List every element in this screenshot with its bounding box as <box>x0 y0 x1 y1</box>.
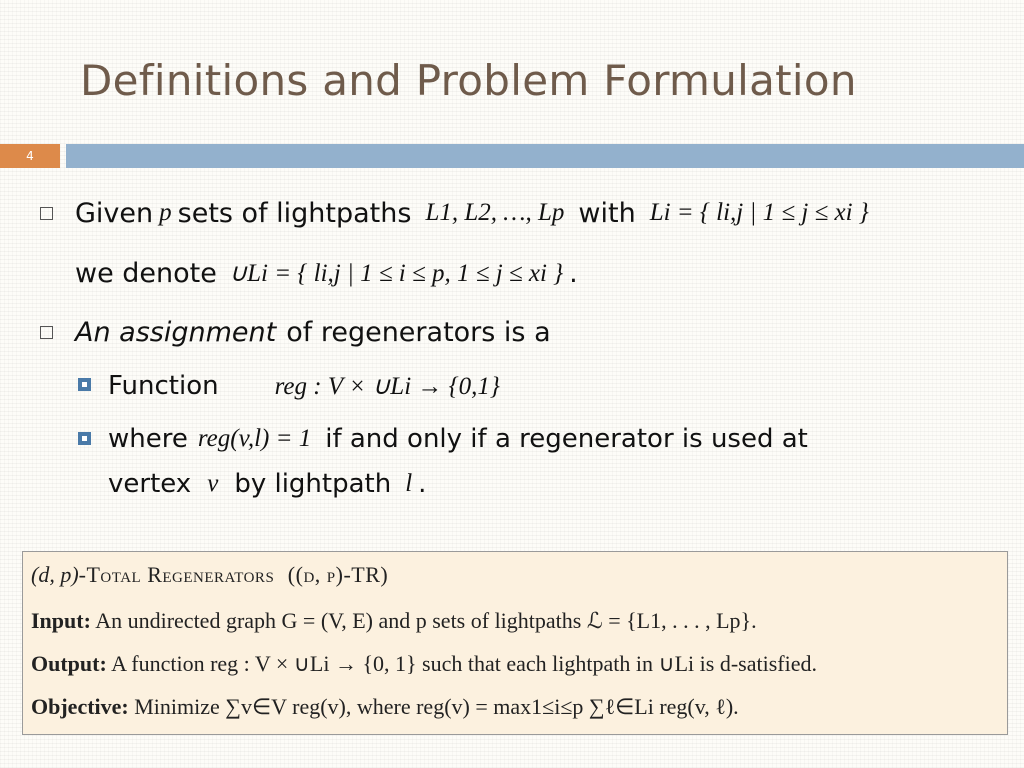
problem-objective-row <box>31 694 739 720</box>
problem-title-math: (d, p) <box>31 562 79 587</box>
problem-title <box>31 562 388 588</box>
bullet-we-denote <box>75 252 578 294</box>
sub-bullet-icon <box>78 378 91 391</box>
problem-output-row <box>31 651 817 677</box>
union-definition-formula: ∪Li = { li,j | 1 ≤ i ≤ p, 1 ≤ j ≤ xi } <box>228 260 564 287</box>
if-and-only-if-text: if and only if a regenerator is used at <box>325 424 808 454</box>
objective-label: Objective: <box>31 694 129 719</box>
problem-title-abbr: ((d, p)-TR) <box>287 562 389 587</box>
function-text: Function <box>108 371 219 401</box>
we-denote-text: we denote <box>75 257 217 289</box>
output-label: Output: <box>31 651 107 676</box>
sub-bullet-icon <box>78 432 91 445</box>
li-definition-formula: Li = { li,j | 1 ≤ j ≤ xi } <box>649 199 869 226</box>
vertex-text: vertex <box>108 469 192 499</box>
reg-function-formula: reg : V × ∪Li → {0,1} <box>274 373 500 400</box>
v-symbol: v <box>207 470 219 497</box>
an-assignment-text: An assignment <box>75 316 277 348</box>
p-symbol: p <box>159 199 172 226</box>
objective-text: Minimize ∑v∈V reg(v), where reg(v) = max1≤i≤p ∑ℓ∈Li reg(v, ℓ). <box>134 694 739 719</box>
slide-number: 4 <box>0 144 60 168</box>
sets-of-lightpaths-text: sets of lightpaths <box>177 197 412 229</box>
input-text: An undirected graph G = (V, E) and p sets of lightpaths ℒ = {L1, . . . , Lp}. <box>95 608 757 633</box>
l-symbol: l <box>405 470 413 497</box>
bullet-square-icon <box>40 207 53 220</box>
problem-title-name: -Total Regenerators <box>78 562 275 587</box>
output-text: A function reg : V × ∪Li → {0, 1} such that each lightpath in ∪Li is d-satisfied. <box>111 651 817 676</box>
bullet-assignment <box>75 312 551 352</box>
sub-bullet-where <box>108 419 808 459</box>
bullet-square-icon <box>40 326 53 339</box>
period: . <box>569 257 578 289</box>
reg-equals-one-formula: reg(v,l) = 1 <box>197 425 312 452</box>
lightpath-sets-formula: L1, L2, …, Lp <box>425 199 565 226</box>
problem-input-row <box>31 608 757 634</box>
sub-bullet-where-cont <box>108 464 426 504</box>
given-text: Given <box>75 197 154 229</box>
bullet-given <box>75 192 875 234</box>
by-lightpath-text: by lightpath <box>234 469 392 499</box>
of-regenerators-text: of regenerators is a <box>286 316 551 348</box>
with-text: with <box>578 197 636 229</box>
problem-definition-box <box>22 551 1008 735</box>
page-title: Definitions and Problem Formulation <box>80 56 857 105</box>
sub-bullet-function <box>108 366 506 406</box>
title-divider-bar <box>66 144 1024 168</box>
period: . <box>418 469 427 499</box>
where-text: where <box>108 424 188 454</box>
input-label: Input: <box>31 608 91 633</box>
